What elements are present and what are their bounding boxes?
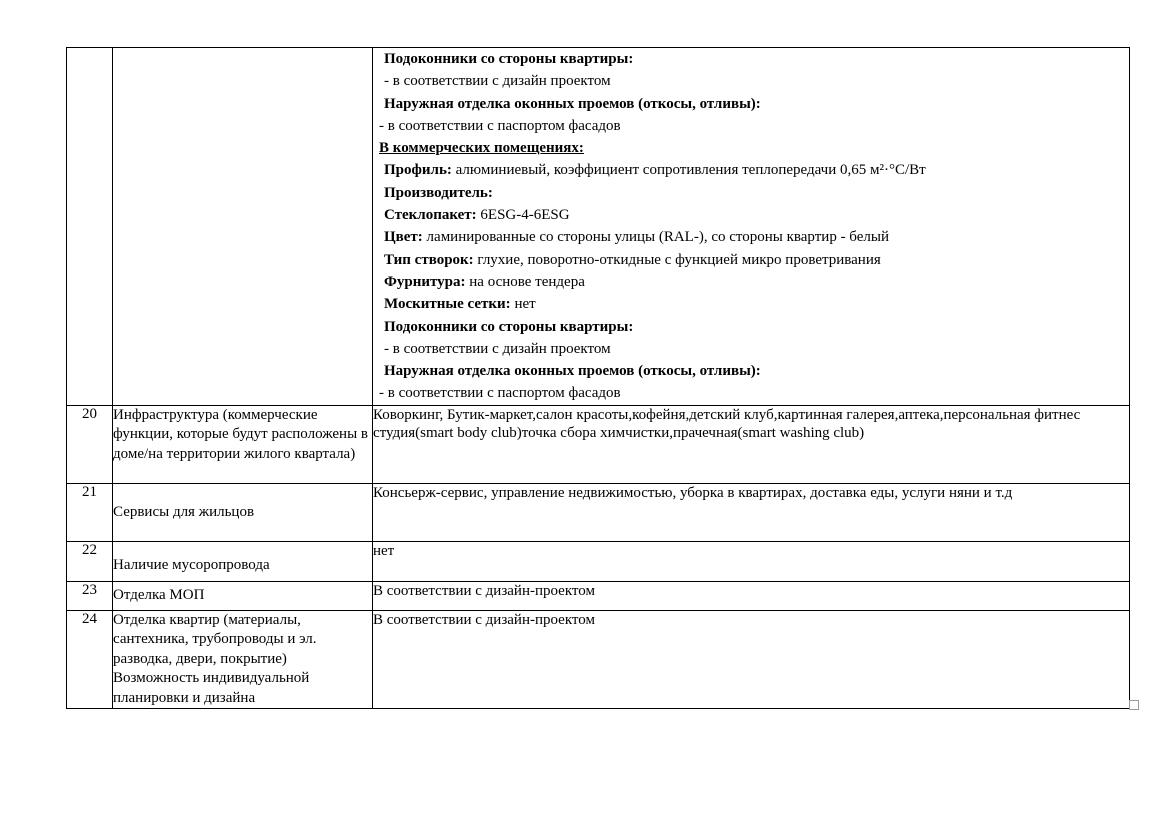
spec-table bbox=[66, 47, 1130, 709]
row-number: 22 bbox=[67, 541, 113, 581]
spec-line bbox=[373, 360, 1129, 382]
spec-line bbox=[373, 70, 1129, 92]
spec-line bbox=[373, 159, 1129, 181]
row-number: 23 bbox=[67, 581, 113, 610]
row-value: В соответствии с дизайн-проектом bbox=[373, 581, 1130, 610]
spec-key: Подоконники со стороны квартиры: bbox=[384, 318, 634, 335]
spec-text: 6ESG-4-6ESG bbox=[476, 207, 570, 224]
spec-text: - в соответствии с паспортом фасадов bbox=[379, 117, 621, 134]
spec-line bbox=[373, 204, 1129, 226]
spec-text: - в соответствии с паспортом фасадов bbox=[379, 385, 621, 402]
spec-line bbox=[373, 338, 1129, 360]
spec-key: Цвет: bbox=[384, 229, 423, 246]
spec-text: глухие, поворотно-откидные с функцией микро проветривания bbox=[473, 251, 881, 268]
spec-key: Подоконники со стороны квартиры: bbox=[384, 51, 634, 67]
table-row bbox=[67, 483, 1130, 541]
spec-line bbox=[373, 271, 1129, 293]
spec-text: нет bbox=[510, 296, 536, 313]
row-number: 24 bbox=[67, 610, 113, 709]
row-label: Отделка МОП bbox=[113, 581, 373, 610]
row-number: 21 bbox=[67, 483, 113, 541]
spec-line bbox=[373, 93, 1129, 115]
spec-key: Москитные сетки: bbox=[384, 296, 511, 313]
row-label-cell bbox=[113, 48, 373, 406]
row-value: Консьерж-сервис, управление недвижимостью, уборка в квартирах, доставка еды, услуги няни и т.д bbox=[373, 483, 1130, 541]
spec-section-heading: В коммерческих помещениях: bbox=[379, 140, 584, 157]
spec-line bbox=[373, 226, 1129, 248]
table-row bbox=[67, 541, 1130, 581]
spec-line bbox=[373, 115, 1129, 137]
spec-text: - в соответствии с дизайн проектом bbox=[384, 73, 611, 90]
table-row bbox=[67, 610, 1130, 709]
row-number: 20 bbox=[67, 405, 113, 483]
spec-text: на основе тендера bbox=[465, 273, 585, 290]
spec-text: ламинированные со стороны улицы (RAL-), со стороны квартир - белый bbox=[422, 229, 889, 246]
table-row bbox=[67, 581, 1130, 610]
spec-line bbox=[373, 249, 1129, 271]
spec-text: - в соответствии с дизайн проектом bbox=[384, 340, 611, 357]
row-value: В соответствии с дизайн-проектом bbox=[373, 610, 1130, 709]
row-label: Наличие мусоропровода bbox=[113, 541, 373, 581]
spec-line bbox=[373, 382, 1129, 404]
spec-key: Тип створок: bbox=[384, 251, 474, 268]
spec-line bbox=[373, 182, 1129, 204]
spec-line bbox=[373, 293, 1129, 315]
spec-key: Производитель: bbox=[384, 184, 493, 201]
spec-key: Профиль: bbox=[384, 162, 452, 179]
spec-line bbox=[373, 137, 1129, 159]
table-row bbox=[67, 405, 1130, 483]
table-row-windows bbox=[67, 48, 1130, 406]
spec-line bbox=[373, 48, 1129, 70]
spec-text: алюминиевый, коэффициент сопротивления теплопередачи 0,65 м²·°С/Вт bbox=[451, 162, 926, 179]
row-value: нет bbox=[373, 541, 1130, 581]
spec-key: Стеклопакет: bbox=[384, 207, 477, 224]
row-label: Отделка квартир (материалы, сантехника, трубопроводы и эл. разводка, двери, покрытие) Возможность индивидуальной планировки и дизайна bbox=[113, 610, 373, 709]
table-resize-handle[interactable] bbox=[1129, 700, 1139, 710]
windows-spec-cell bbox=[373, 48, 1130, 406]
row-value: Коворкинг, Бутик-маркет,салон красоты,кофейня,детский клуб,картинная галерея,аптека,персональная фитнес студия(smart body club)точка сбора химчистки,прачечная(smart washing club) bbox=[373, 405, 1130, 483]
row-label: Сервисы для жильцов bbox=[113, 483, 373, 541]
spec-key: Наружная отделка оконных проемов (откосы, отливы): bbox=[384, 363, 761, 380]
row-number-cell bbox=[67, 48, 113, 406]
spec-key: Наружная отделка оконных проемов (откосы, отливы): bbox=[384, 95, 761, 112]
spec-key: Фурнитура: bbox=[384, 273, 466, 290]
row-label: Инфраструктура (коммерческие функции, которые будут расположены в доме/на территории жилого квартала) bbox=[113, 405, 373, 483]
spec-line bbox=[373, 316, 1129, 338]
